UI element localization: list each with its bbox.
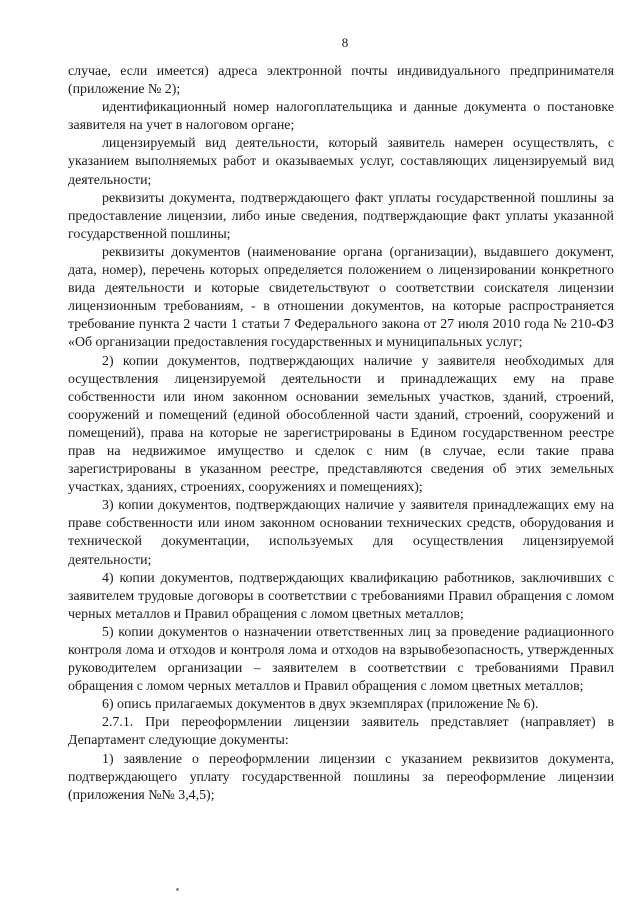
paragraph-p2: лицензируемый вид деятельности, который заявитель намерен осуществлять, с указанием выполняемых работ и оказываемых услуг, составляющих лицензируемый вид деятельности; <box>68 136 614 188</box>
paragraph-p7: 4) копии документов, подтверждающих квалификацию работников, заключивших с заявителем трудовые договоры в соответствии с требованиями Правил обращения с ломом черных металлов и Правил обращения с ломом цветных металлов; <box>68 570 614 622</box>
paragraph-p1: идентификационный номер налогоплательщика и данные документа о постановке заявителя на учет в налоговом органе; <box>68 100 614 134</box>
page-number: 8 <box>341 35 349 50</box>
paragraph-p5: 2) копии документов, подтверждающих наличие у заявителя необходимых для осуществления лицензируемой деятельности и принадлежащих ему на праве собственности или ином законном основании земельных участков, зданий, строений, сооружений и помещений (единой обособленной части зданий, строений, сооружений и помещений), права на которые не зарегистрированы в Едином государственном реестре прав на недвижимое имущество и сделок с ним (в случае, если такие права зарегистрированы в указанном реестре, представляются сведения об этих земельных участках, зданиях, строениях, сооружениях и помещениях); <box>68 353 614 496</box>
paragraph-p9: 6) опись прилагаемых документов в двух экземплярах (приложение № 6). <box>102 697 539 713</box>
paragraph-p3: реквизиты документа, подтверждающего факт уплаты государственной пошлины за предоставление лицензии, либо иные сведения, подтверждающие факт уплаты указанной государственной пошлины; <box>68 190 614 242</box>
document-body <box>68 63 614 805</box>
paragraph-p6: 3) копии документов, подтверждающих наличие у заявителя принадлежащих ему на праве собственности или ином законном основании технических средств, оборудования и технической документации, используемых для осуществления лицензируемой деятельности; <box>68 498 614 568</box>
paragraph-p4: реквизиты документов (наименование органа (организации), выдавшего документ, дата, номер), перечень которых определяется положением о лицензировании конкретного вида деятельности и которые свидетельствуют о соответствии соискателя лицензии лицензионным требованиям, - в отношении документов, на которые распространяется требование пункта 2 части 1 статьи 7 Федерального закона от 27 июля 2010 года № 210-ФЗ «Об организации предоставления государственных и муниципальных услуг; <box>68 244 614 351</box>
scan-speck <box>176 888 179 891</box>
paragraph-p10: 2.7.1. При переоформлении лицензии заявитель представляет (направляет) в Департамент следующие документы: <box>68 715 614 749</box>
paragraph-p8: 5) копии документов о назначении ответственных лиц за проведение радиационного контроля лома и отходов и контроля лома и отходов на взрывобезопасность, утвержденных руководителем организации – заявителем в соответствии с требованиями Правил обращения с ломом черных металлов и Правил обращения с ломом цветных металлов; <box>68 624 614 695</box>
paragraph-p0: случае, если имеется) адреса электронной почты индивидуального предпринимателя (приложение № 2); <box>68 64 614 98</box>
paragraph-p11: 1) заявление о переоформлении лицензии с указанием реквизитов документа, подтверждающего уплату государственной пошлины за переоформление лицензии (приложения №№ 3,4,5); <box>68 751 614 803</box>
